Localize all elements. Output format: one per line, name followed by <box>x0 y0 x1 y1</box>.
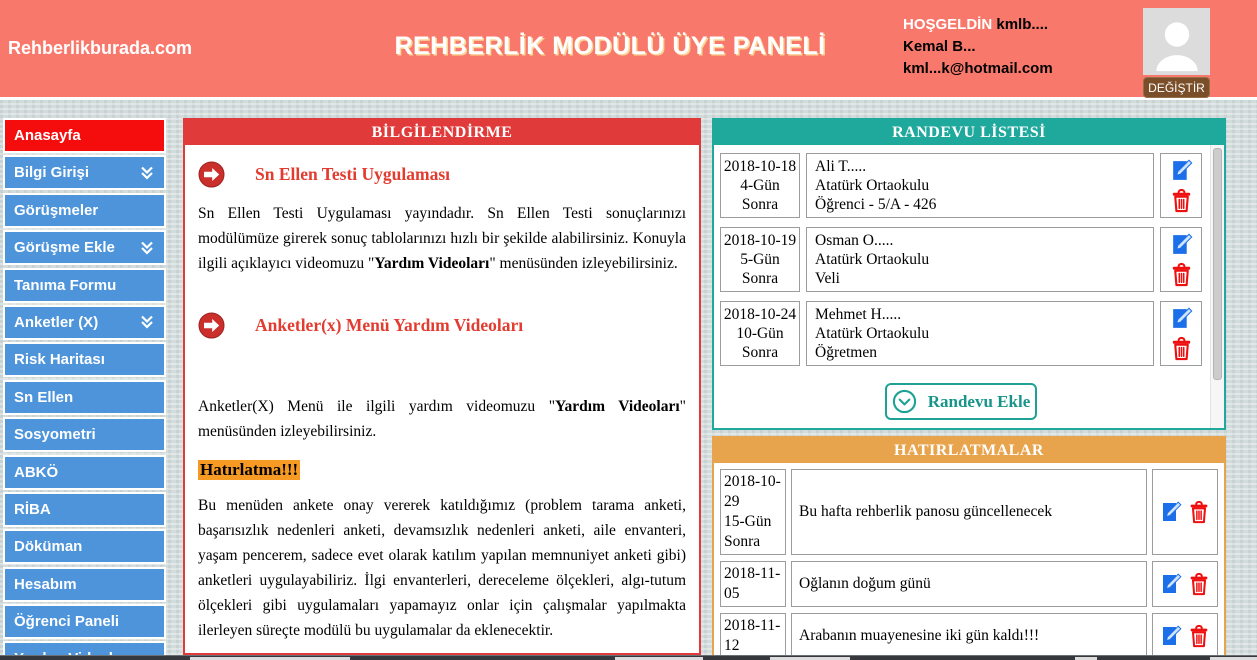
appointments-panel <box>712 118 1226 430</box>
reminder-actions-cell <box>1152 561 1218 607</box>
reminder-date: 2018-11-12 <box>724 617 781 654</box>
appointment-date: 2018-10-18 <box>723 158 797 175</box>
red-circle-right-arrow-icon <box>198 312 225 339</box>
sidebar-item-bilgi-girisi[interactable] <box>3 155 166 190</box>
brand-logo-text[interactable]: Rehberlikburada.com <box>8 38 193 58</box>
sidebar-item-abko[interactable] <box>3 455 166 490</box>
reminder-actions-cell <box>1152 613 1218 659</box>
reminder-row <box>720 469 1218 555</box>
appointment-school: Atatürk Ortaokulu <box>815 251 930 268</box>
spacer <box>198 276 686 312</box>
trash-icon <box>1169 188 1194 213</box>
announcement-heading: Sn Ellen Testi Uygulaması <box>255 164 450 184</box>
taskbar-edge <box>0 655 1257 660</box>
sidebar-item-tanima-formu[interactable] <box>3 268 166 303</box>
appointment-person: Ali T..... <box>815 158 867 175</box>
sidebar-item-risk-haritasi[interactable] <box>3 342 166 377</box>
edit-reminder-button[interactable] <box>1159 500 1183 524</box>
add-appointment-button[interactable] <box>885 383 1037 420</box>
paragraph-text: " menüsünden izleyebilirsiniz. <box>198 398 686 440</box>
edit-appointment-button[interactable] <box>1169 306 1194 331</box>
delete-appointment-button[interactable] <box>1169 262 1194 287</box>
sidebar-item-label: Risk Haritası <box>14 351 105 369</box>
edit-pencil-icon <box>1169 232 1194 257</box>
double-chevron-down-icon <box>139 240 155 256</box>
sidebar-item-label: Görüşmeler <box>14 201 99 219</box>
edit-appointment-button[interactable] <box>1169 158 1194 183</box>
sidebar-item-label: Anketler (X) <box>14 313 99 331</box>
reminder-date: 2018-10-29 <box>724 473 781 510</box>
appointment-school: Atatürk Ortaokulu <box>815 177 930 194</box>
appointment-when: Sonra <box>741 270 779 287</box>
appointments-panel-title: RANDEVU LİSTESİ <box>714 120 1224 145</box>
appointment-role: Veli <box>815 270 840 287</box>
person-icon <box>1146 11 1208 73</box>
page-header <box>0 0 1257 100</box>
appointment-actions-cell <box>1160 301 1202 366</box>
sidebar-item-label: Sosyometri <box>14 426 96 444</box>
reminder-highlight-label: Hatırlatma!!! <box>200 460 299 479</box>
sidebar-item-label: RİBA <box>14 500 51 518</box>
appointments-scrollbar[interactable] <box>1210 145 1224 428</box>
sidebar-item-label: Hesabım <box>14 575 77 593</box>
appointment-date-cell <box>720 301 800 366</box>
avatar[interactable] <box>1143 8 1210 75</box>
reminder-row <box>720 613 1218 659</box>
reminder-date-cell <box>720 613 786 659</box>
paragraph-text: Sn Ellen Testi Uygulaması yayındadır. Sn Ellen Testi sonuçlarınızı modülümüze girerek sonuç tablolarınızı hızlı bir şekilde alabilirsiniz. Konuyla ilgili açıklayıcı videomuzu " <box>198 205 686 272</box>
reminder-actions-cell <box>1152 469 1218 555</box>
reminder-date: 2018-11-05 <box>724 565 781 602</box>
edit-reminder-button[interactable] <box>1159 572 1183 596</box>
reminders-list <box>714 463 1224 659</box>
appointment-row <box>720 301 1202 366</box>
appointment-days: 5-Gün <box>740 251 780 268</box>
scrollbar-thumb[interactable] <box>1213 148 1222 380</box>
reminder-date-cell <box>720 561 786 607</box>
sidebar-nav <box>3 118 166 660</box>
paragraph-bold-text: Yardım Videoları <box>555 398 680 415</box>
edit-reminder-button[interactable] <box>1159 624 1183 648</box>
edit-appointment-button[interactable] <box>1169 232 1194 257</box>
sidebar-item-ogrenci-paneli[interactable] <box>3 604 166 639</box>
username: kmlb.... <box>996 16 1049 33</box>
reminder-text-cell: Arabanın muayenesine iki gün kaldı!!! <box>791 613 1147 659</box>
circle-chevron-down-icon <box>892 389 917 414</box>
sidebar-item-label: Döküman <box>14 538 83 556</box>
edit-pencil-icon <box>1169 158 1194 183</box>
appointment-when: Sonra <box>741 196 779 213</box>
appointment-date-cell <box>720 227 800 292</box>
appointment-when: Sonra <box>741 344 779 361</box>
trash-icon <box>1187 624 1211 648</box>
double-chevron-down-icon <box>139 165 155 181</box>
announcement-item <box>198 312 686 339</box>
page-title: REHBERLİK MODÜLÜ ÜYE PANELİ <box>394 32 826 60</box>
reminder-paragraph: Bu menüden ankete onay vererek katıldığımız (problem tarama anketi, başarısızlık nedenleri anketi, devamsızlık nedenleri anketi, aile envanteri, yaşam pencerem, sadece evet olarak katılım yapılan memnuniyet anketi gibi) anketleri uygulayabiliriz. İlgi envanterleri, dereceleme ölçekleri, algı-tutum ölçekleri gibi uygulamaları yapamayız onlar için çalışmalar yapılmakta ilerleyen süreçte modülü bu uygulamalar da eklenecektir. <box>198 497 686 639</box>
announcements-body <box>185 145 699 643</box>
edit-pencil-icon <box>1159 624 1183 648</box>
trash-icon <box>1187 500 1211 524</box>
sidebar-item-label: Öğrenci Paneli <box>14 613 120 631</box>
paragraph-text: " menüsünden izleyebilirsiniz. <box>489 255 678 272</box>
appointment-role: Öğrenci - 5/A - 426 <box>815 196 937 213</box>
announcement-heading: Anketler(x) Menü Yardım Videoları <box>255 315 524 335</box>
appointment-details-cell <box>806 153 1154 218</box>
reminder-text-cell: Bu hafta rehberlik panosu güncellenecek <box>791 469 1147 555</box>
change-avatar-button[interactable]: DEĞİŞTİR <box>1143 77 1210 98</box>
delete-reminder-button[interactable] <box>1187 624 1211 648</box>
announcement-paragraph <box>198 394 686 444</box>
appointment-actions-cell <box>1160 227 1202 292</box>
sidebar-item-gorusme-ekle[interactable] <box>3 230 166 265</box>
sidebar-item-label: Tanıma Formu <box>14 276 117 294</box>
trash-icon <box>1187 572 1211 596</box>
sidebar-item-dokuman[interactable] <box>3 529 166 564</box>
announcement-paragraph <box>198 201 686 276</box>
appointment-details-cell <box>806 301 1154 366</box>
spacer <box>198 339 686 381</box>
sidebar-item-sosyometri[interactable] <box>3 417 166 452</box>
reminder-date-cell <box>720 469 786 555</box>
delete-reminder-button[interactable] <box>1187 500 1211 524</box>
appointment-date: 2018-10-24 <box>723 306 797 323</box>
user-display-name: Kemal B... <box>903 38 976 55</box>
reminder-text-cell: Oğlanın doğum günü <box>791 561 1147 607</box>
add-appointment-label: Randevu Ekle <box>927 391 1031 411</box>
appointment-days: 10-Gün <box>736 325 784 342</box>
sidebar-item-sn-ellen[interactable] <box>3 380 166 415</box>
appointment-school: Atatürk Ortaokulu <box>815 325 930 342</box>
edit-pencil-icon <box>1169 306 1194 331</box>
trash-icon <box>1169 336 1194 361</box>
sidebar-item-label: Bilgi Girişi <box>14 164 90 182</box>
sidebar-item-riba[interactable] <box>3 492 166 527</box>
sidebar-item-anasayfa[interactable] <box>3 118 166 153</box>
appointment-row <box>720 153 1202 218</box>
double-chevron-down-icon <box>139 314 155 330</box>
trash-icon <box>1169 262 1194 287</box>
delete-reminder-button[interactable] <box>1187 572 1211 596</box>
welcome-block <box>903 14 1053 80</box>
reminder-row <box>720 561 1218 607</box>
appointment-details-cell <box>806 227 1154 292</box>
sidebar-item-gorusmeler[interactable] <box>3 193 166 228</box>
appointment-person: Mehmet H..... <box>815 306 902 323</box>
sidebar-item-label: Sn Ellen <box>14 388 74 406</box>
appointment-person: Osman O..... <box>815 232 894 249</box>
appointment-row <box>720 227 1202 292</box>
announcements-panel <box>183 118 701 655</box>
welcome-label: HOŞGELDİN <box>903 16 993 33</box>
delete-appointment-button[interactable] <box>1169 188 1194 213</box>
appointment-date: 2018-10-19 <box>723 232 797 249</box>
appointment-role: Öğretmen <box>815 344 877 361</box>
sidebar-item-anketler-x[interactable] <box>3 305 166 340</box>
edit-pencil-icon <box>1159 572 1183 596</box>
reminders-panel-title: HATIRLATMALAR <box>714 438 1224 463</box>
user-email: kml...k@hotmail.com <box>903 60 1053 77</box>
sidebar-item-label: Görüşme Ekle <box>14 239 115 257</box>
sidebar-item-hesabim[interactable] <box>3 567 166 602</box>
edit-pencil-icon <box>1159 500 1183 524</box>
sidebar-item-label: ABKÖ <box>14 463 59 481</box>
appointment-date-cell <box>720 153 800 218</box>
red-circle-right-arrow-icon <box>198 161 225 188</box>
delete-appointment-button[interactable] <box>1169 336 1194 361</box>
appointment-actions-cell <box>1160 153 1202 218</box>
appointment-days: 4-Gün <box>740 177 780 194</box>
announcement-item <box>198 161 686 188</box>
paragraph-text: Anketler(X) Menü ile ilgili yardım videomuzu " <box>198 398 556 415</box>
appointments-list <box>714 145 1224 420</box>
reminder-days: 15-Gün Sonra <box>724 513 772 550</box>
paragraph-bold-text: Yardım Videoları <box>374 255 490 272</box>
sidebar-item-label: Anasayfa <box>14 127 81 144</box>
welcome-line <box>903 14 1053 36</box>
reminders-panel <box>712 436 1226 660</box>
announcements-panel-title: BİLGİLENDİRME <box>185 120 699 145</box>
